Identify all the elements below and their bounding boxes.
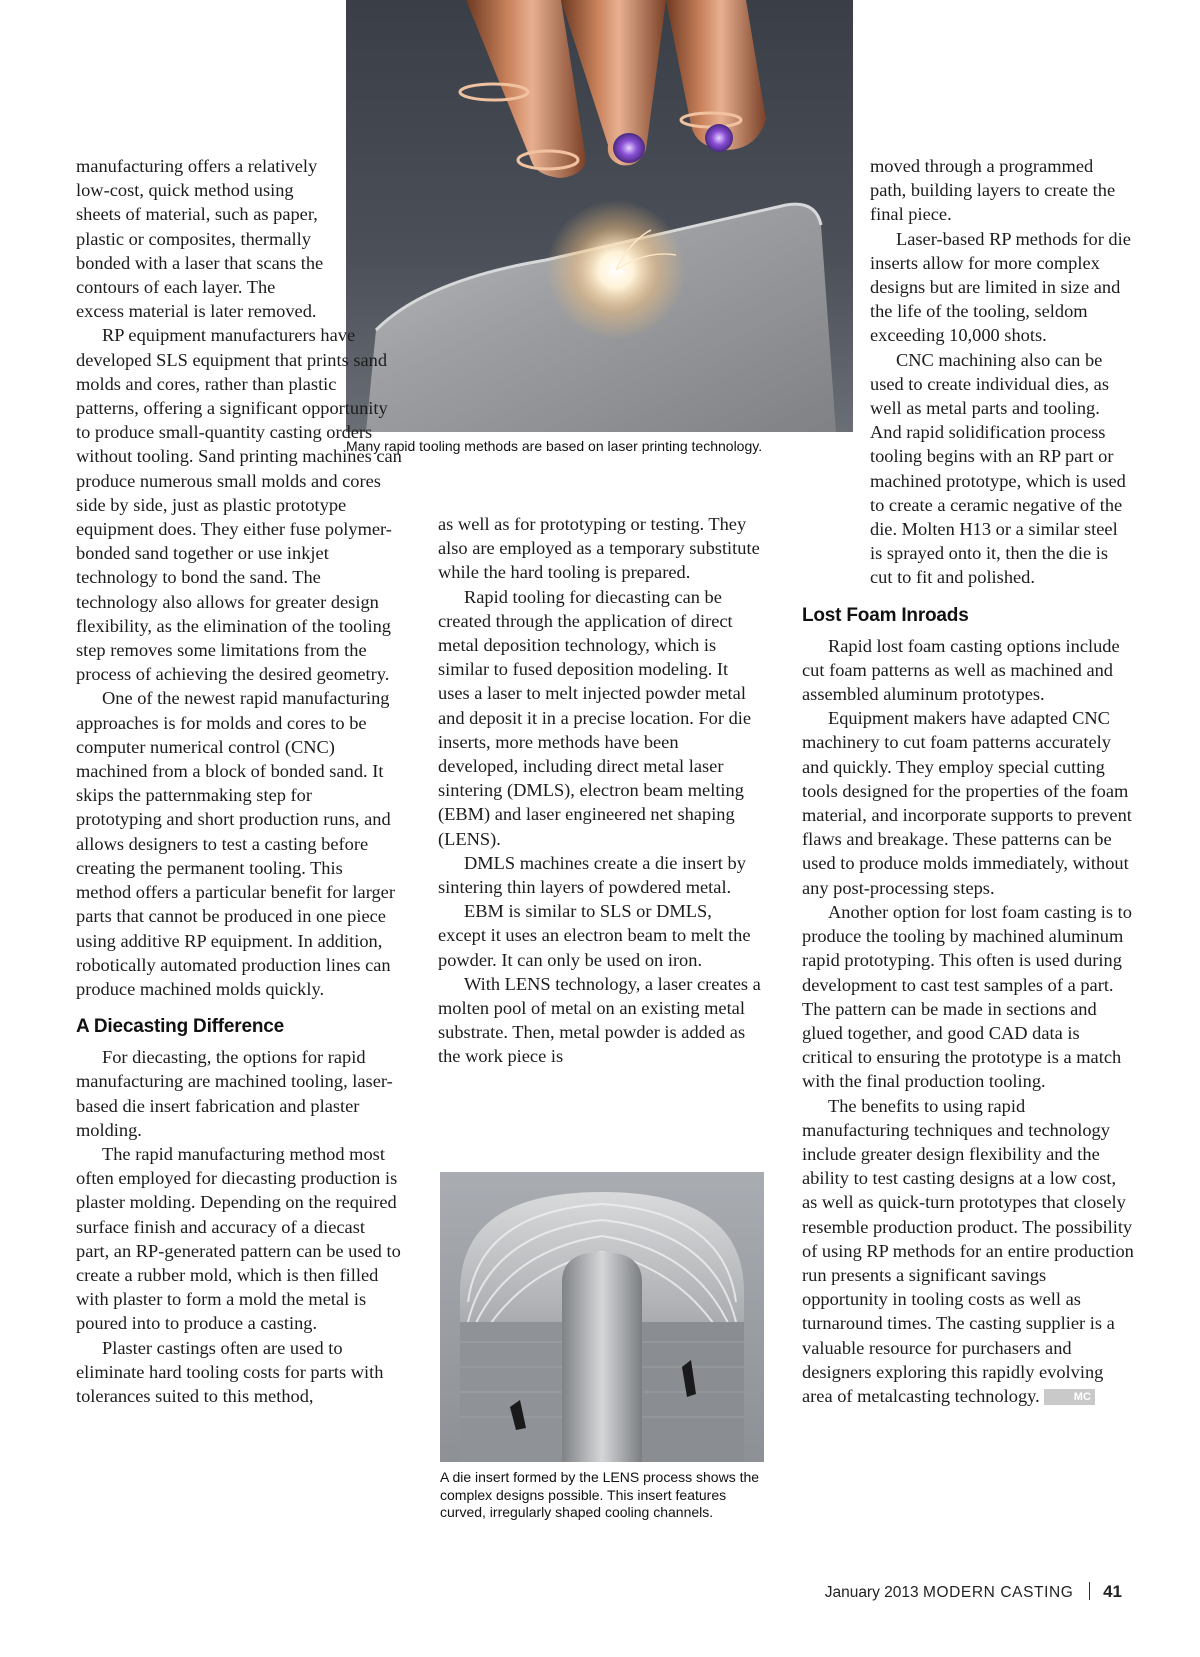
col3-final-text: The benefits to using rapid manufacturing techniques and technology include greater design flexibility and the ability to test casting designs at a low cost, as well as quick-turn prototypes that closely resemble production product. The possibility of using RP methods for an entire production run presents a significant savings opportunity in tooling costs as well as turnaround times. The casting supplier is a valuable resource for purchasers and designers exploring this rapidly evolving area of metalcasting technology. bbox=[802, 1095, 1134, 1406]
footer-date: January 2013 bbox=[824, 1584, 919, 1601]
page-footer bbox=[825, 1582, 1122, 1602]
col1-paragraph: The rapid manufacturing method most often employed for diecasting production is plaster molding. Depending on the required surface finish and accuracy of a diecast part, an RP-generated pattern can be used to create a rubber mold, which is then filled with plaster to form a mold the metal is poured into to produce a casting. bbox=[76, 1143, 401, 1334]
col3-paragraph: Another option for lost foam casting is to produce the tooling by machined aluminum rapid prototyping. This often is used during development to cast test samples of a part. The pattern can be made in sections and glued together, and good CAD data is critical to ensuring the prototype is a match with the final production tooling. bbox=[802, 901, 1132, 1092]
column-3 bbox=[802, 154, 1134, 1408]
col2-paragraph: as well as for prototyping or testing. They also are employed as a temporary substitute while the hard tooling is prepared. bbox=[438, 514, 760, 583]
mc-end-badge: MC bbox=[1044, 1389, 1095, 1405]
col3-paragraph: Rapid lost foam casting options include cut foam patterns as well as machined and assembled aluminum prototypes. bbox=[802, 635, 1120, 705]
col1-paragraph: manufacturing offers a relatively low-cost, quick method using sheets of material, such as paper, plastic or composites, thermally bonded with a laser that scans the contours of each layer. The excess material is later removed. bbox=[76, 156, 324, 322]
page-number: 41 bbox=[1103, 1582, 1122, 1601]
col3-paragraph: Laser-based RP methods for die inserts allow for more complex designs but are limited in size and the life of the tooling, seldom exceeding 10,000 shots. bbox=[870, 228, 1131, 346]
col3-paragraph bbox=[802, 1094, 1134, 1409]
die-insert-photo bbox=[440, 1172, 764, 1462]
col2-paragraph: With LENS technology, a laser creates a molten pool of metal on an existing metal substrate. Then, metal powder is added as the work piece is bbox=[438, 973, 761, 1067]
col3-paragraph: CNC machining also can be used to create individual dies, as well as metal parts and tooling. And rapid solidification process tooling begins with an RP part or machined prototype, which is used to create a ceramic negative of the die. Molten H13 or a similar steel is sprayed onto it, then the die is cut to fit and polished. bbox=[870, 349, 1126, 588]
col2-paragraph: EBM is similar to SLS or DMLS, except it uses an electron beam to melt the powder. It can only be used on iron. bbox=[438, 901, 751, 970]
footer-magazine: MODERN CASTING bbox=[922, 1584, 1074, 1601]
col3-paragraph: Equipment makers have adapted CNC machinery to cut foam patterns accurately and quickly. They employ special cutting tools designed for the properties of the foam material, and incorporate supports to prevent flaws and breakage. These patterns can be used to produce molds immediately, without any post-processing steps. bbox=[802, 708, 1132, 898]
section-heading: Lost Foam Inroads bbox=[802, 604, 969, 626]
laser-printing-photo bbox=[346, 0, 853, 432]
top-photo-caption: Many rapid tooling methods are based on laser printing technology. bbox=[346, 438, 763, 454]
col1-paragraph: One of the newest rapid manufacturing approaches is for molds and cores to be computer numerical control (CNC) machined from a block of bonded sand. It skips the patternmaking step for prototyping and short production runs, and allows designers to test a casting before creating the permanent tooling. This method offers a particular benefit for larger parts that cannot be produced in one piece using additive RP equipment. In addition, robotically automated production lines can produce machined molds quickly. bbox=[76, 688, 395, 999]
col1-paragraph: For diecasting, the options for rapid manufacturing are machined tooling, laser-based die insert fabrication and plaster molding. bbox=[76, 1047, 393, 1140]
footer-divider bbox=[1089, 1582, 1090, 1600]
col1-paragraph: RP equipment manufacturers have developed SLS equipment that prints sand molds and cores, rather than plastic patterns, offering a significant opportunity to produce small-quantity casting orders without tooling. Sand printing machines can produce numerous small molds and cores side by side, just as plastic prototype equipment does. They either fuse polymer-bonded sand together or use inkjet technology to bond the sand. The technology also allows for greater design flexibility, as the elimination of the tooling step removes some limitations from the process of achieving the desired geometry. bbox=[76, 325, 402, 685]
col3-paragraph: moved through a programmed path, building layers to create the final piece. bbox=[870, 156, 1116, 225]
bottom-photo-caption: A die insert formed by the LENS process shows the complex designs possible. This insert features curved, irregularly shaped cooling channels. bbox=[440, 1469, 760, 1520]
col1-paragraph: Plaster castings often are used to eliminate hard tooling costs for parts with tolerances suited to this method, bbox=[76, 1337, 384, 1406]
section-heading: A Diecasting Difference bbox=[76, 1016, 284, 1038]
col2-paragraph: DMLS machines create a die insert by sintering thin layers of powdered metal. bbox=[438, 852, 746, 898]
column-1 bbox=[76, 154, 402, 1408]
column-2 bbox=[438, 512, 762, 1069]
col2-paragraph: Rapid tooling for diecasting can be created through the application of direct metal deposition technology, which is similar to fused deposition modeling. It uses a laser to melt injected powder metal and deposit it in a precise location. For die inserts, more methods have been developed, including direct metal laser sintering (DMLS), electron beam melting (EBM) and laser engineered net shaping (LENS). bbox=[438, 586, 752, 849]
